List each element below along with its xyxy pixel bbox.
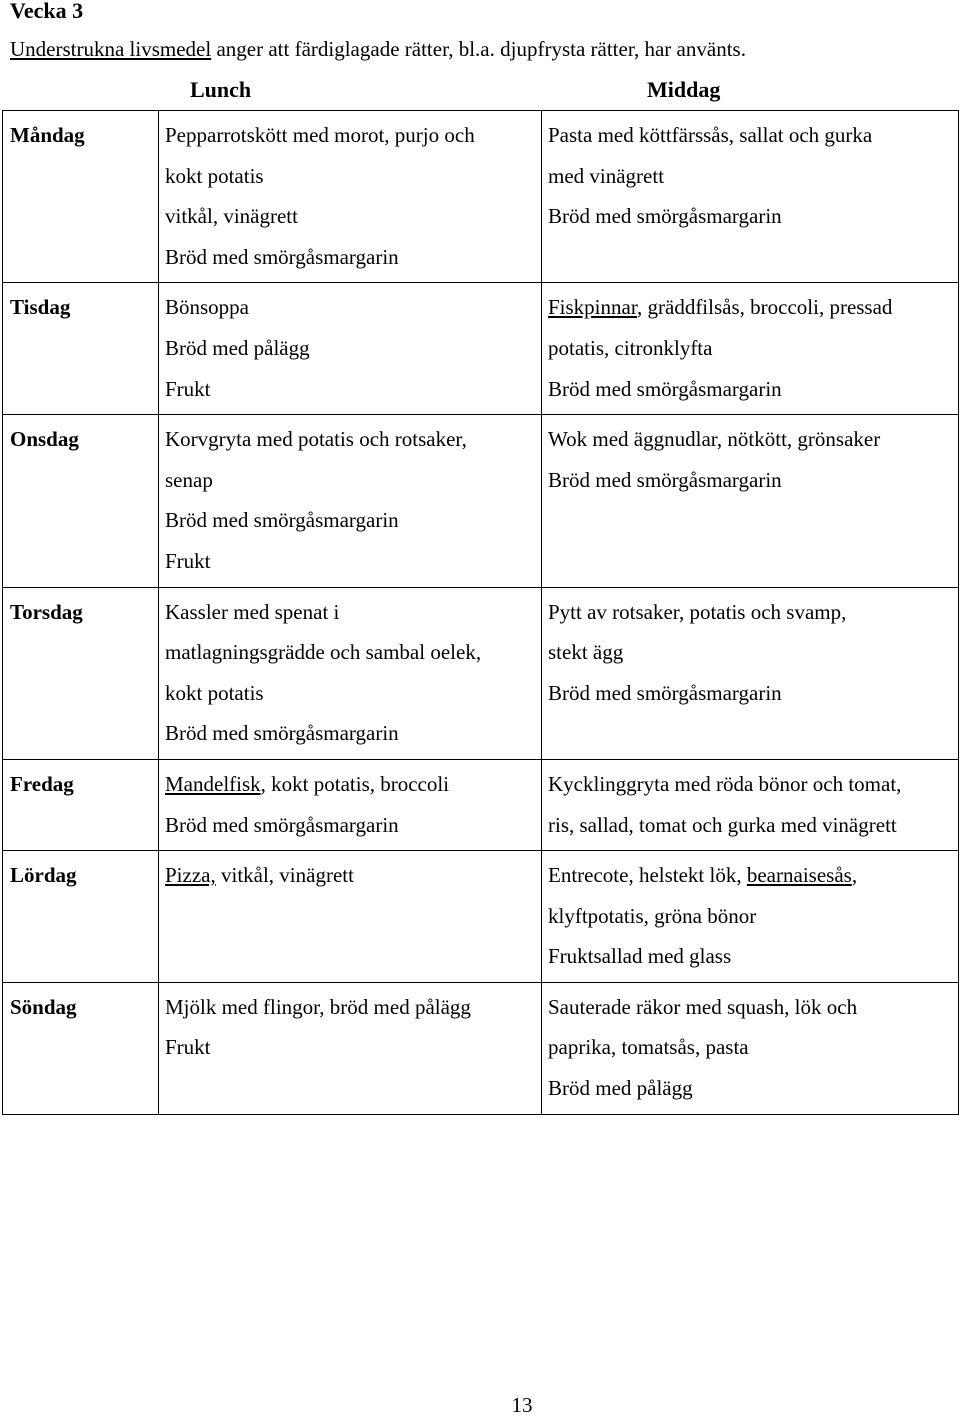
dinner-line xyxy=(548,632,952,673)
dinner-cell xyxy=(542,982,959,1114)
menu-text: Bröd med smörgåsmargarin xyxy=(548,376,782,401)
menu-text: Bröd med pålägg xyxy=(548,1076,693,1101)
day-label: Fredag xyxy=(3,759,159,850)
dinner-line xyxy=(548,419,952,460)
dinner-line xyxy=(548,196,952,237)
dinner-cell xyxy=(542,759,959,850)
lunch-line xyxy=(165,500,535,541)
page-title: Vecka 3 xyxy=(10,0,84,23)
lunch-line xyxy=(165,805,535,846)
lunch-cell xyxy=(159,283,542,415)
lunch-line xyxy=(165,592,535,633)
menu-text: Fruktsallad med glass xyxy=(548,944,732,969)
day-label: Lördag xyxy=(3,851,159,983)
dinner-column-header: Middag xyxy=(647,77,721,102)
menu-text: Mjölk med flingor, bröd med pålägg xyxy=(165,994,471,1019)
menu-row-tisdag xyxy=(3,283,959,415)
day-label: Onsdag xyxy=(3,415,159,587)
menu-text: Bröd med smörgåsmargarin xyxy=(165,721,399,746)
menu-text: vitkål, vinägrett xyxy=(215,863,354,888)
menu-text: paprika, tomatsås, pasta xyxy=(548,1035,749,1060)
lunch-line xyxy=(165,632,535,673)
menu-text: vitkål, vinägrett xyxy=(165,204,298,229)
legend-note xyxy=(10,34,746,64)
legend-note-text: anger att färdiglagade rätter, bl.a. djupfrysta rätter, har använts. xyxy=(211,37,746,61)
lunch-cell xyxy=(159,587,542,759)
dinner-line xyxy=(548,1068,952,1109)
menu-row-lördag xyxy=(3,851,959,983)
menu-text: potatis, citronklyfta xyxy=(548,335,713,360)
menu-text: Bröd med smörgåsmargarin xyxy=(165,508,399,533)
dinner-line xyxy=(548,673,952,714)
lunch-line xyxy=(165,237,535,278)
dinner-line xyxy=(548,328,952,369)
menu-text: Kassler med spenat i xyxy=(165,599,340,624)
menu-text: Frukt xyxy=(165,1035,211,1060)
dinner-cell xyxy=(542,415,959,587)
menu-row-måndag xyxy=(3,111,959,283)
dinner-line xyxy=(548,369,952,410)
dinner-cell xyxy=(542,851,959,983)
menu-text: Bröd med pålägg xyxy=(165,335,310,360)
lunch-column-header: Lunch xyxy=(190,77,252,102)
dinner-line xyxy=(548,460,952,501)
lunch-line xyxy=(165,369,535,410)
menu-text: Bröd med smörgåsmargarin xyxy=(165,244,399,269)
lunch-line xyxy=(165,764,535,805)
lunch-line xyxy=(165,713,535,754)
prepared-food-text: Pizza, xyxy=(165,863,216,888)
lunch-line xyxy=(165,328,535,369)
menu-text: Bröd med smörgåsmargarin xyxy=(548,467,782,492)
lunch-cell xyxy=(159,982,542,1114)
dinner-line xyxy=(548,805,952,846)
menu-text: , gräddfilsås, broccoli, pressad xyxy=(637,295,893,320)
dinner-line xyxy=(548,287,952,328)
menu-text: Bröd med smörgåsmargarin xyxy=(548,680,782,705)
lunch-line xyxy=(165,855,535,896)
lunch-line xyxy=(165,196,535,237)
dinner-line xyxy=(548,896,952,937)
lunch-cell xyxy=(159,415,542,587)
dinner-line xyxy=(548,592,952,633)
menu-text: Frukt xyxy=(165,548,211,573)
dinner-line xyxy=(548,936,952,977)
menu-text: Bönsoppa xyxy=(165,295,249,320)
menu-text: Bröd med smörgåsmargarin xyxy=(165,812,399,837)
menu-text: ris, sallad, tomat och gurka med vinägrett xyxy=(548,812,897,837)
menu-text: stekt ägg xyxy=(548,640,624,665)
lunch-cell xyxy=(159,851,542,983)
page-number: 13 xyxy=(511,1393,533,1417)
dinner-line xyxy=(548,855,952,896)
prepared-food-text: bearnaisesås xyxy=(746,863,852,888)
menu-text: klyftpotatis, gröna bönor xyxy=(548,903,757,928)
lunch-cell xyxy=(159,111,542,283)
menu-text: Pepparrotskött med morot, purjo och xyxy=(165,123,475,147)
lunch-line xyxy=(165,673,535,714)
lunch-line xyxy=(165,115,535,156)
dinner-line xyxy=(548,987,952,1028)
day-label: Torsdag xyxy=(3,587,159,759)
menu-row-onsdag xyxy=(3,415,959,587)
lunch-line xyxy=(165,460,535,501)
menu-text: Bröd med smörgåsmargarin xyxy=(548,204,782,229)
menu-row-söndag xyxy=(3,982,959,1114)
day-label: Tisdag xyxy=(3,283,159,415)
lunch-line xyxy=(165,1027,535,1068)
menu-text: Pytt av rotsaker, potatis och svamp, xyxy=(548,599,847,624)
lunch-line xyxy=(165,287,535,328)
lunch-cell xyxy=(159,759,542,850)
menu-text: senap xyxy=(165,467,213,492)
menu-text: Sauterade räkor med squash, lök och xyxy=(548,994,858,1019)
menu-text: Wok med äggnudlar, nötkött, grönsaker xyxy=(548,427,881,452)
lunch-line xyxy=(165,987,535,1028)
menu-text: Korvgryta med potatis och rotsaker, xyxy=(165,427,467,452)
prepared-food-text: Mandelfisk xyxy=(165,771,261,796)
dinner-line xyxy=(548,764,952,805)
menu-text: , kokt potatis, broccoli xyxy=(260,771,450,796)
menu-text: kokt potatis xyxy=(165,163,264,188)
prepared-food-text: Fiskpinnar xyxy=(548,295,637,320)
menu-row-torsdag xyxy=(3,587,959,759)
dinner-line xyxy=(548,156,952,197)
dinner-line xyxy=(548,115,952,156)
day-label: Måndag xyxy=(3,111,159,283)
lunch-line xyxy=(165,419,535,460)
legend-note-underlined: Understrukna livsmedel xyxy=(10,37,212,61)
lunch-line xyxy=(165,541,535,582)
menu-text: Frukt xyxy=(165,376,211,401)
menu-row-fredag xyxy=(3,759,959,850)
menu-text: , xyxy=(851,863,858,888)
menu-text: med vinägrett xyxy=(548,163,665,188)
menu-text: matlagningsgrädde och sambal oelek, xyxy=(165,640,482,665)
dinner-cell xyxy=(542,587,959,759)
dinner-cell xyxy=(542,111,959,283)
menu-text: Kycklinggryta med röda bönor och tomat, xyxy=(548,771,902,796)
menu-table-body xyxy=(3,111,959,1115)
day-label: Söndag xyxy=(3,982,159,1114)
dinner-cell xyxy=(542,283,959,415)
lunch-line xyxy=(165,156,535,197)
menu-text: Pasta med köttfärssås, sallat och gurka xyxy=(548,123,873,147)
weekly-menu-table xyxy=(2,110,959,1115)
menu-text: Entrecote, helstekt lök, xyxy=(548,863,747,888)
dinner-line xyxy=(548,1027,952,1068)
menu-text: kokt potatis xyxy=(165,680,264,705)
